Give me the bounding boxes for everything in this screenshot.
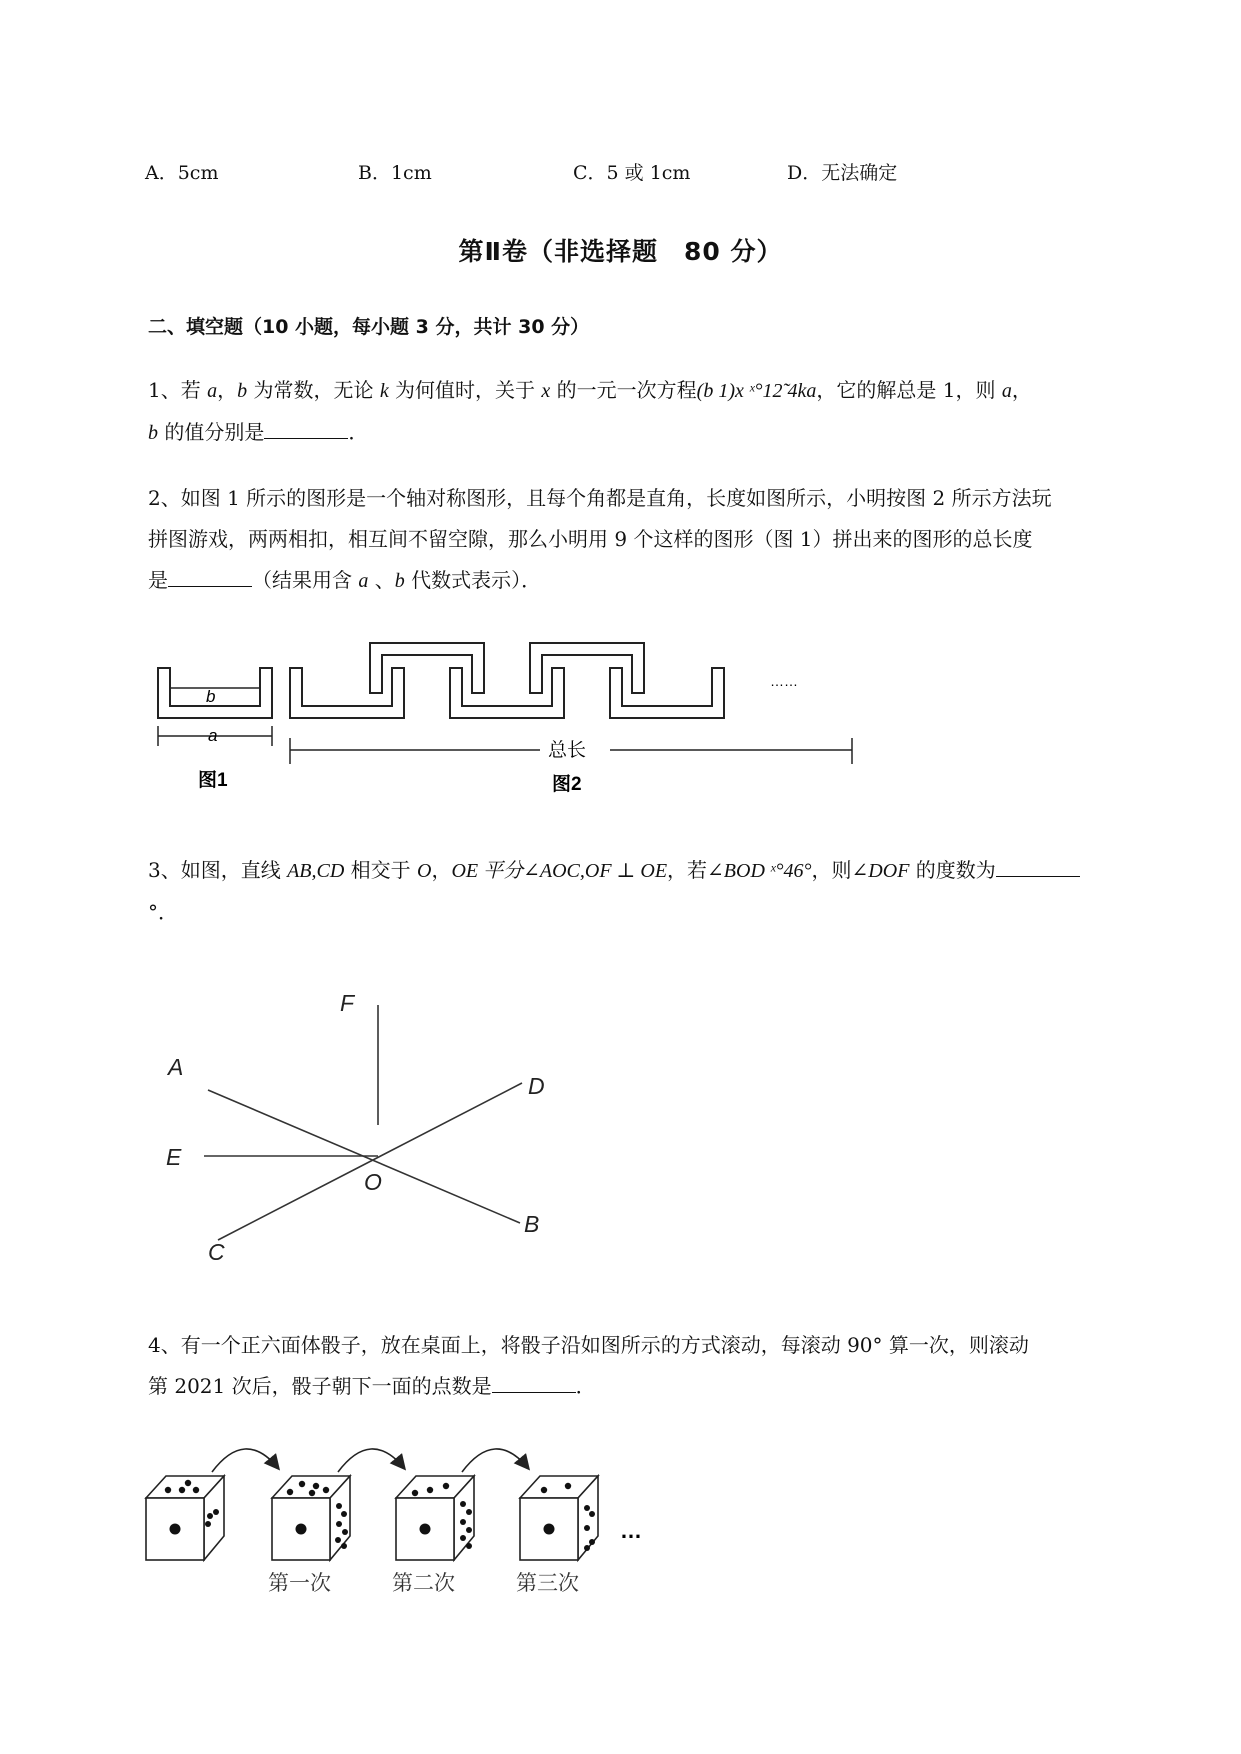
fig2-shape-3 [450,668,564,718]
q4-figure [140,1438,660,1598]
label-A: A [168,1054,184,1080]
answer-blank [996,854,1080,877]
q1-text: 1、若 [148,378,208,402]
question-3 [148,850,1188,933]
label-O: O [364,1169,382,1195]
q1-text: 的一元一次方程 [550,378,697,402]
q3-text: ，则 [811,858,852,882]
question-2 [148,478,1188,602]
q1-text: 为常数，无论 [247,378,380,402]
die-roll-1 [272,1476,350,1560]
option-a: A．5cm [145,162,219,184]
q1-text: ， [217,378,238,402]
q4-text: 第 2021 次后，骰子朝下一面的点数是 [148,1374,492,1398]
answer-blank [492,1370,576,1393]
caption-roll-3: 第三次 [516,1572,579,1595]
q1-text: 为何值时，关于 [388,378,542,402]
question-4 [148,1325,1188,1407]
q2-text: （结果用含 [252,568,359,592]
q1-equation: (b 1)x ˣ°12̃ 4ka [696,380,817,402]
q3-lines: AB,CD [287,860,345,882]
q3-text: °． [148,900,178,924]
fig2-shape-5 [610,668,724,718]
var-a: a [1001,380,1012,402]
q1-text: ，它的解总是 1，则 [816,378,1002,402]
q3-target-angle: ∠DOF [851,860,910,882]
q2-line1: 2、如图 1 所示的图形是一个轴对称图形，且每个角都是直角，长度如图所示，小明按图 2 所示方法玩 [148,486,1052,510]
roll-arrow-1 [212,1449,278,1472]
label-E: E [166,1144,182,1170]
q3-condition: OE 平分∠AOC,OF ⊥ OE [451,860,668,882]
option-c: C．5 或 1cm [573,162,691,184]
var-b: b [394,570,405,592]
q1-text: 的值分别是 [158,420,265,444]
line-CD [218,1083,522,1240]
q2-line3 [148,560,1188,602]
q3-text: ，若 [667,858,708,882]
var-a: a [207,380,218,402]
var-a: a [358,570,369,592]
q2-text: 是 [148,568,168,592]
continuation-dots: … [620,1518,642,1543]
fig2-shape-2 [370,643,484,693]
q4-text: ． [575,1374,596,1398]
answer-blank [264,416,348,439]
roll-arrow-3 [462,1449,528,1472]
part2-title: 第Ⅱ卷（非选择题 80 分） [458,237,783,266]
var-b: b [148,422,158,444]
die-roll-2 [396,1476,474,1560]
q2-figure [140,628,880,808]
answer-blank [168,564,252,587]
caption-roll-1: 第一次 [268,1572,331,1595]
section2-heading: 二、填空题（10 小题，每小题 3 分，共计 30 分） [148,316,590,338]
die-initial [146,1476,224,1560]
q2-text: 代数式表示）． [404,568,542,592]
fig2-shape-1 [290,668,404,718]
fig1-caption: 图1 [198,770,228,791]
q4-line2 [148,1366,1188,1407]
var-k: k [379,380,389,402]
fig2-caption: 图2 [552,774,582,795]
label-B: B [524,1211,540,1237]
var-x: x [541,380,551,402]
label-C: C [208,1239,225,1265]
var-b: b [237,380,248,402]
continuation-dots: …… [770,673,798,689]
q1-text: ， [1011,378,1032,402]
q4-line1: 4、有一个正六面体骰子，放在桌面上，将骰子沿如图所示的方式滚动，每滚动 90° 算一次，则滚动 [148,1333,1029,1357]
q1-text: ． [348,420,369,444]
label-b: b [206,687,216,706]
total-length-label: 总长 [548,740,587,761]
q3-angle: ∠BOD ˣ°46° [707,860,812,882]
option-b: B．1cm [358,162,432,184]
option-d: D．无法确定 [787,162,898,184]
fig2-shape-4 [530,643,644,693]
var-o: O [417,860,432,882]
label-F: F [340,990,355,1016]
q3-figure [150,975,570,1275]
roll-arrow-2 [338,1449,404,1472]
q3-text: ， [431,858,452,882]
q2-line2: 拼图游戏，两两相扣，相互间不留空隙，那么小明用 9 个这样的图形（图 1）拼出来的图形的总长度 [148,527,1033,551]
label-a: a [208,726,218,745]
q3-text: 的度数为 [909,858,996,882]
q3-text: 相交于 [344,858,418,882]
q2-text: 、 [368,568,395,592]
label-D: D [528,1073,545,1099]
question-1 [148,370,1188,454]
q3-text: 3、如图，直线 [148,858,288,882]
caption-roll-2: 第二次 [392,1572,455,1595]
